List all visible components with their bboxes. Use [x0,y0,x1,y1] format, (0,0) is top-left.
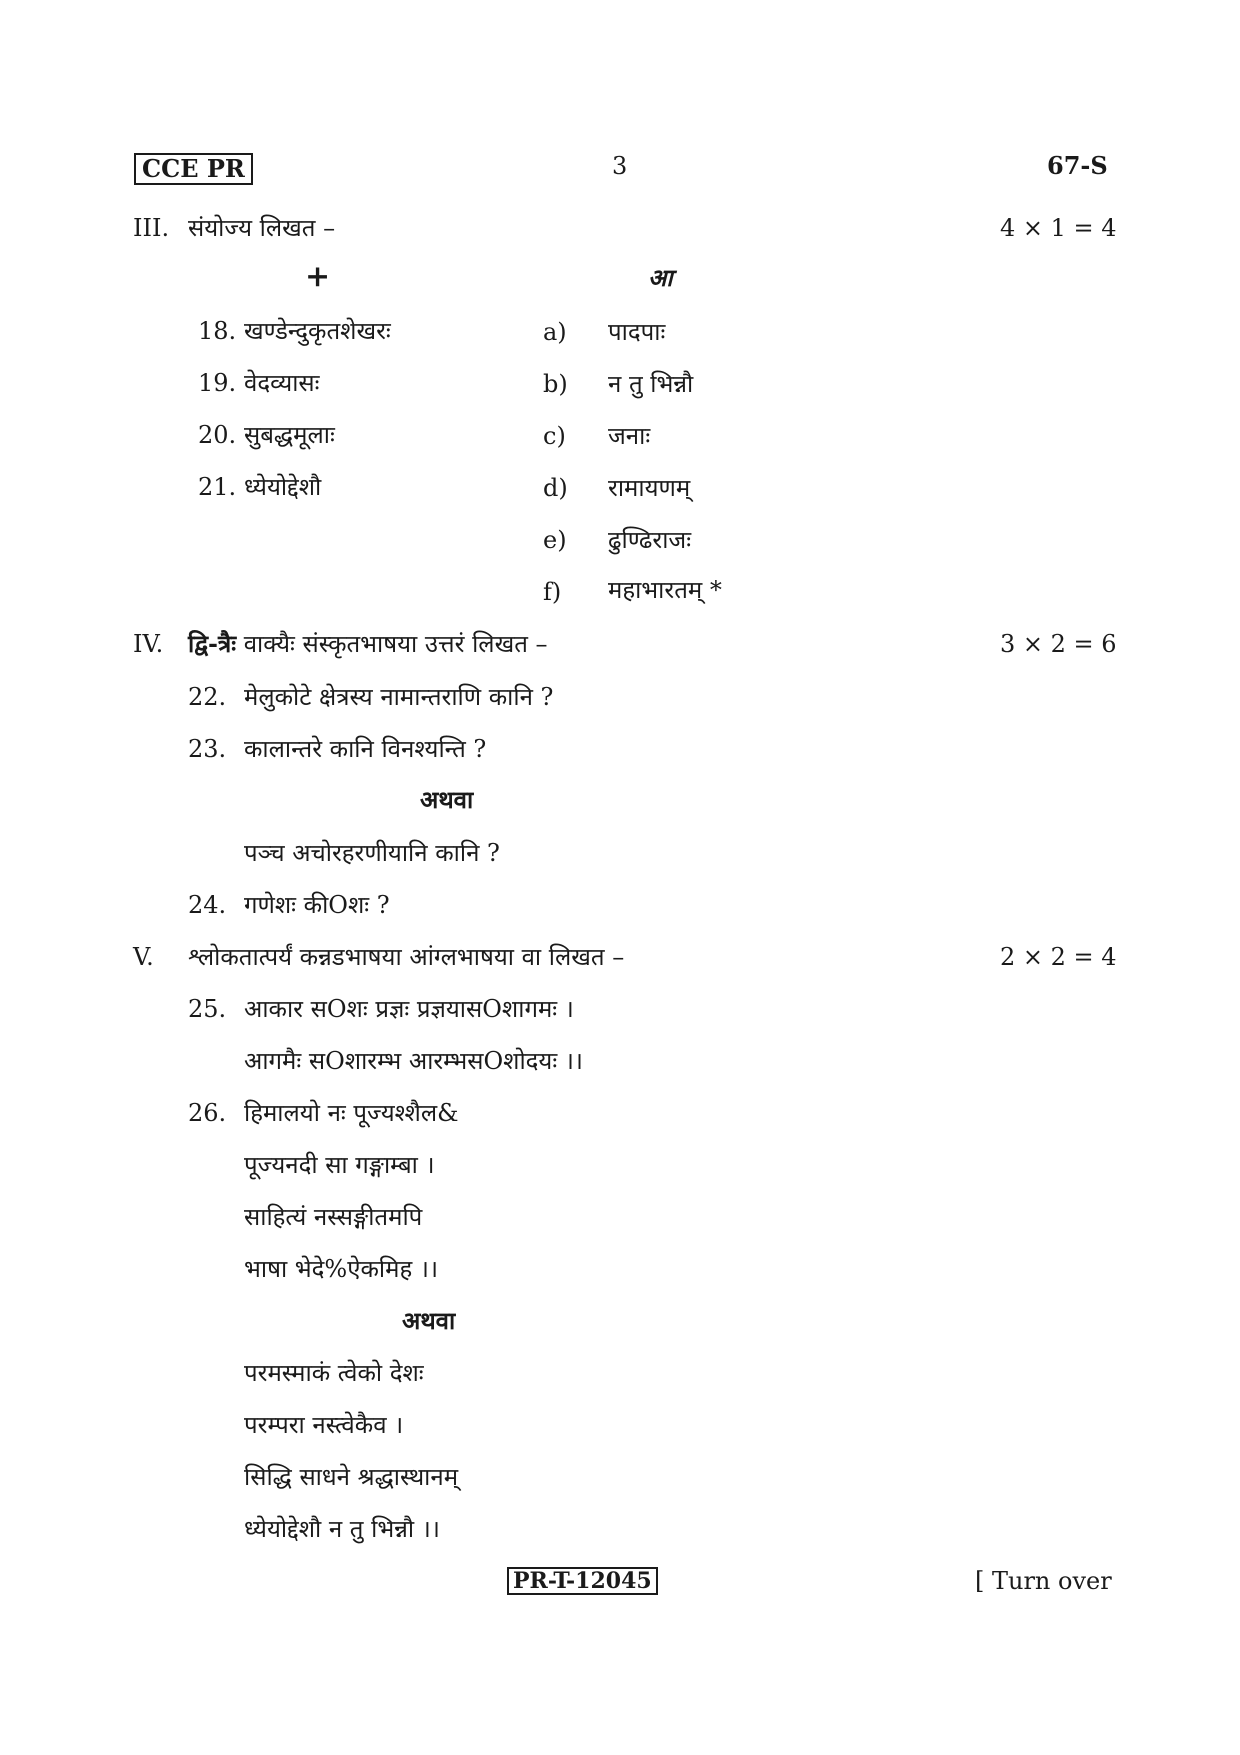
verse-line: परमस्माकं त्वेको देशः [244,1359,424,1387]
match-right-letter: a) [543,318,567,346]
footer-code-box: PR-T-12045 [507,1567,658,1595]
column-b-heading: आ [648,263,673,292]
section-v-title: श्लोकतात्पर्यं कन्नडभाषया आंग्लभाषया वा लिखत – [188,943,625,971]
section-iii-marks: 4 × 1 = 4 [1000,214,1117,242]
match-left-text: खण्डेन्दुकृतशेखरः [244,317,391,345]
match-right-letter: e) [543,526,567,554]
verse-line: सिद्धि साधने श्रद्धास्थानम् [244,1463,459,1491]
verse-line: ध्येयोद्देशौ न तु भिन्नौ ।। [244,1515,440,1543]
match-right-letter: d) [543,474,568,502]
match-left-text: वेदव्यासः [244,369,320,397]
section-iv-title [188,630,548,658]
match-left-num: 20. [198,421,237,449]
match-right-letter: c) [543,422,566,450]
question-number: 23. [188,735,227,763]
question-text: कालान्तरे कानि विनश्यन्ति ? [244,735,487,763]
paper-code: 67-S [1047,151,1108,180]
match-right-text: पादपाः [608,318,666,346]
question-number: 24. [188,891,227,919]
header-code-box: CCE PR [134,153,253,185]
match-right-letter: f) [543,578,562,606]
match-left-text: सुबद्धमूलाः [244,421,335,449]
section-v-numeral: V. [133,943,154,971]
question-number: 25. [188,995,227,1023]
page-number: 3 [612,152,628,180]
verse-line: आकार सOशः प्रज्ञः प्रज्ञयासOशागमः । [244,995,574,1023]
verse-line: पूज्यनदी सा गङ्गाम्बा । [244,1151,435,1179]
match-right-text: ढुण्ढिराजः [608,526,692,554]
question-number: 22. [188,683,227,711]
or-label: अथवा [420,785,474,814]
match-left-num: 18. [198,317,237,345]
verse-line: हिमालयो नः पूज्यश्शैल& [244,1099,459,1127]
section-iv-title-rest: वाक्यैः संस्कृतभाषया उत्तरं लिखत – [236,630,548,658]
verse-line: आगमैः सOशारम्भ आरम्भसOशोदयः ।। [244,1047,584,1075]
verse-line: साहित्यं नस्सङ्गीतमपि [244,1203,423,1231]
question-number: 26. [188,1099,227,1127]
section-iv-numeral: IV. [133,630,164,658]
section-iii-title: संयोज्य लिखत – [188,214,336,242]
match-right-text: महाभारतम् * [608,576,722,604]
match-left-num: 19. [198,369,237,397]
column-a-heading: + [305,259,331,294]
match-right-text: रामायणम् [608,474,691,502]
question-text: गणेशः कीOशः ? [244,891,390,919]
turn-over-note: [ Turn over [975,1567,1112,1595]
section-iv-marks: 3 × 2 = 6 [1000,630,1117,658]
verse-line: परम्परा नस्त्वेकैव । [244,1411,404,1439]
section-iv-title-bold: द्वि-त्रैः [188,629,237,658]
or-label: अथवा [402,1306,456,1335]
section-iii-numeral: III. [133,214,170,242]
verse-line: भाषा भेदे%ऐकमिह ।। [244,1255,439,1283]
match-right-letter: b) [543,370,568,398]
question-alt-text: पञ्च अचोरहरणीयानि कानि ? [244,839,500,867]
match-right-text: न तु भिन्नौ [608,370,694,398]
section-v-marks: 2 × 2 = 4 [1000,943,1117,971]
match-left-text: ध्येयोद्देशौ [244,473,322,501]
match-left-num: 21. [198,473,237,501]
match-right-text: जनाः [608,422,651,450]
question-text: मेलुकोटे क्षेत्रस्य नामान्तराणि कानि ? [244,683,554,711]
